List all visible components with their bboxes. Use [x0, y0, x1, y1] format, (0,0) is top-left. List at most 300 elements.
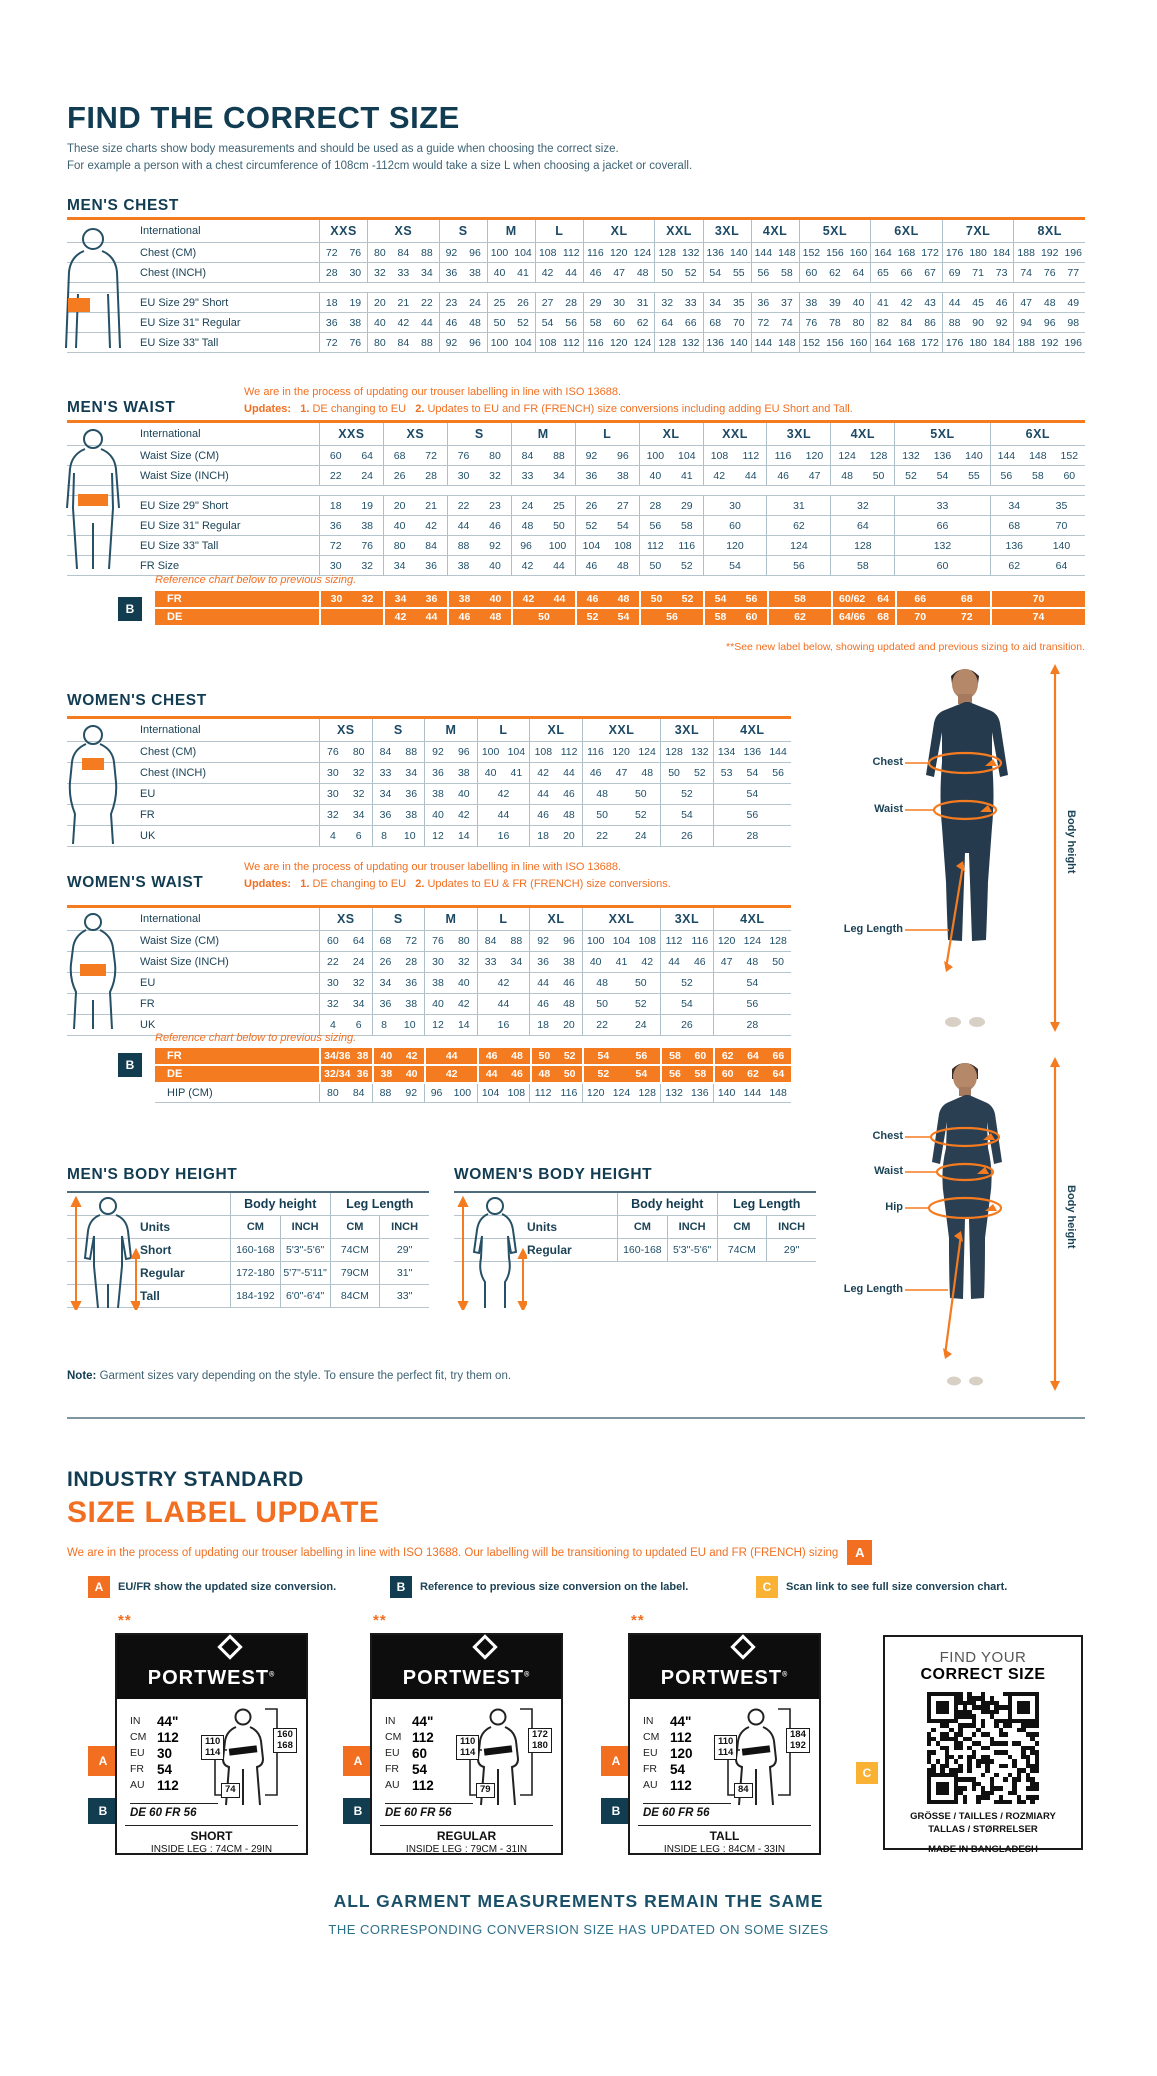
size-column-header: 6XL — [870, 220, 942, 242]
table-cell: 42 44 — [703, 466, 767, 485]
row-label: EU Size 31" Regular — [140, 316, 241, 329]
table-cell: 42 — [424, 1066, 477, 1082]
table-cell: 96 100 — [511, 536, 575, 555]
table-cell: 88 92 — [372, 1084, 425, 1102]
badge-b-marker: B — [118, 1053, 142, 1077]
table-cell: 62 64 66 — [713, 1048, 791, 1064]
size-value: 112 — [157, 1729, 179, 1745]
table-cell: 32 33 — [654, 293, 702, 312]
table-row — [67, 263, 1085, 283]
bh-unit-header: INCH — [667, 1216, 717, 1238]
table-cell: 40 41 — [487, 263, 535, 282]
table-cell: 144 148 152 — [990, 446, 1085, 465]
bh-row-label: Tall — [140, 1289, 160, 1303]
table-row — [67, 763, 791, 784]
brand-name: PORTWEST® — [660, 1667, 789, 1689]
table-cell: 38 40 — [372, 1066, 425, 1082]
table-cell: 47 48 50 — [713, 952, 791, 972]
table-cell: 60/62 64 — [831, 591, 895, 607]
row-label: UK — [140, 830, 156, 842]
table-cell: 68 70 — [703, 313, 751, 332]
table-cell: 58 60 62 — [583, 313, 655, 332]
table-cell: 52 54 — [575, 609, 639, 625]
size-key: EU — [130, 1747, 145, 1759]
bh-cell-value: 5'3"-5'6" — [667, 1239, 717, 1261]
column-header-international: International — [140, 724, 201, 736]
table-cell: 18 19 — [319, 496, 383, 515]
brand-name: PORTWEST® — [402, 1667, 531, 1689]
table-cell: 56 — [639, 609, 703, 625]
table-cell: 30 32 — [424, 952, 477, 972]
update2-text: Updates to EU and FR (FRENCH) size conversions including adding EU Short and Tall. — [427, 403, 853, 415]
table-cell: 50 — [511, 609, 575, 625]
table-cell: 60 — [703, 516, 767, 535]
size-value: 54 — [157, 1761, 173, 1777]
bh-unit-header: CM — [330, 1216, 380, 1238]
row-label: Waist Size (CM) — [140, 935, 220, 947]
legend-text: EU/FR show the updated size conversion. — [118, 1581, 337, 1593]
table-cell: 94 96 98 — [1013, 313, 1085, 332]
table-cell: 50 52 — [487, 313, 535, 332]
size-column-header: 4XL — [830, 423, 894, 445]
table-cell: 12 14 — [424, 1015, 477, 1035]
table-cell: 34 36 — [372, 784, 425, 804]
womens-waist-note-line1: We are in the process of updating our trouser labelling in line with ISO 13688. — [244, 861, 622, 873]
table-cell: 100 104 108 — [582, 931, 660, 951]
size-column-header: S — [439, 220, 487, 242]
table-row — [155, 1066, 791, 1084]
table-cell: 144 148 — [751, 243, 799, 262]
table-cell: 112 116 — [529, 1084, 582, 1102]
table-cell: 33 34 — [477, 952, 530, 972]
male-waist-outline-figure — [62, 428, 126, 570]
table-cell: 66 — [894, 516, 989, 535]
mens-body-height-heading: MEN'S BODY HEIGHT — [67, 1166, 238, 1183]
table-cell: 60 62 64 — [713, 1066, 791, 1082]
table-cell: 30 32 — [319, 763, 372, 783]
male-height-outline-figure — [70, 1196, 140, 1310]
table-cell: 46 48 — [477, 1048, 530, 1064]
table-cell: 66 68 — [895, 591, 990, 607]
row-label: EU Size 33" Tall — [140, 539, 219, 552]
table-cell: 22 23 — [447, 496, 511, 515]
table-cell: 56 — [766, 556, 830, 575]
table-cell: 72 74 — [751, 313, 799, 332]
bh-cell-value: 172-180 — [230, 1262, 280, 1284]
previous-size-line: DE 60 FR 56 — [130, 1803, 218, 1819]
legend-row — [88, 1576, 1088, 1600]
mens-waist-table — [67, 420, 1085, 576]
table-cell: 108 112 — [529, 742, 582, 762]
update1-num: 1. — [300, 403, 310, 415]
row-label: EU Size 29" Short — [140, 499, 229, 512]
table-cell: 112 116 — [660, 931, 713, 951]
size-column-header: XL — [529, 908, 582, 930]
size-column-header: XL — [529, 719, 582, 741]
stars-marker: ** — [631, 1612, 645, 1629]
table-cell: 33 — [894, 496, 989, 515]
bh-group-body-height: Body height — [617, 1193, 717, 1215]
female-height-outline-figure — [457, 1196, 527, 1310]
size-column-header: XS — [319, 908, 372, 930]
womens-chest-table — [67, 716, 791, 847]
size-column-header: XL — [639, 423, 703, 445]
male-photo-silhouette — [845, 660, 1090, 1035]
bh-unit-header: INCH — [280, 1216, 330, 1238]
row-label: EU — [140, 788, 156, 800]
table-cell: 26 27 — [575, 496, 639, 515]
table-cell: 60 62 64 — [799, 263, 871, 282]
table-cell: 108 112 — [535, 243, 583, 262]
table-row — [67, 784, 791, 805]
size-key: AU — [385, 1779, 400, 1791]
table-cell: 132 136 — [660, 1084, 713, 1102]
table-cell: 42 44 — [511, 556, 575, 575]
table-row — [67, 742, 791, 763]
update2-text: Updates to EU & FR (FRENCH) size conversions. — [427, 878, 671, 890]
table-cell: 58 — [830, 556, 894, 575]
table-header-row — [67, 423, 1085, 446]
size-column-header: 5XL — [799, 220, 871, 242]
inside-leg-text: INSIDE LEG : 84CM - 33IN — [663, 1844, 786, 1855]
bh-row-label: Regular — [140, 1266, 185, 1280]
table-cell: 32 34 — [319, 805, 372, 825]
table-cell: 36 38 — [424, 763, 477, 783]
table-cell: 104 108 — [477, 1084, 530, 1102]
table-row — [67, 333, 1085, 353]
table-cell: 54 — [660, 805, 713, 825]
badge-b-marker: B — [601, 1798, 631, 1824]
table-cell: 54 — [703, 556, 767, 575]
table-cell: 22 24 — [582, 826, 660, 846]
badge-a-marker: A — [88, 1746, 118, 1776]
table-cell: 44 — [424, 1048, 477, 1064]
table-cell: 40 41 — [639, 466, 703, 485]
fit-name: SHORT — [190, 1829, 233, 1843]
size-key: AU — [643, 1779, 658, 1791]
table-cell: 120 124 128 — [713, 931, 791, 951]
table-cell: 60 64 — [319, 446, 383, 465]
bh-units-label: Units — [140, 1220, 170, 1234]
table-cell: 48 50 — [511, 516, 575, 535]
size-key: FR — [130, 1763, 144, 1775]
table-row — [67, 466, 1085, 486]
table-cell: 128 132 — [660, 742, 713, 762]
table-cell: 140 144 148 — [713, 1084, 791, 1102]
table-cell: 176 180 184 — [942, 243, 1014, 262]
size-column-header: XXL — [582, 719, 660, 741]
table-cell: 128 — [830, 536, 894, 555]
table-cell: 32/34 36 — [319, 1066, 372, 1082]
table-cell: 38 39 40 — [799, 293, 871, 312]
size-column-header: XL — [583, 220, 655, 242]
inside-leg-text: INSIDE LEG : 79CM - 31IN — [405, 1844, 528, 1855]
size-key: IN — [643, 1715, 654, 1727]
previous-size-line: DE 60 FR 56 — [385, 1803, 473, 1819]
table-cell: 62 — [767, 609, 831, 625]
table-cell: 46 48 — [575, 556, 639, 575]
table-cell: 52 54 55 — [894, 466, 989, 485]
table-cell: 38 40 — [447, 591, 511, 607]
table-cell: 22 24 — [582, 1015, 660, 1035]
size-key: AU — [130, 1779, 145, 1791]
qr-code — [927, 1692, 1039, 1804]
table-row — [67, 243, 1085, 263]
size-column-header: XXL — [582, 908, 660, 930]
table-row — [67, 313, 1085, 333]
table-cell: 42 44 — [529, 763, 582, 783]
table-cell: 18 20 — [529, 826, 582, 846]
size-key: EU — [385, 1747, 400, 1759]
female-measurement-figure-block — [845, 1055, 1090, 1393]
table-cell: 44 46 — [660, 952, 713, 972]
qr-languages — [885, 1810, 1081, 1836]
table-cell: 54 56 — [582, 1048, 660, 1064]
legend-item-b — [390, 1576, 688, 1598]
size-column-header: 3XL — [766, 423, 830, 445]
label-size-row — [643, 1777, 693, 1793]
size-key: CM — [385, 1731, 402, 1743]
size-value: 54 — [412, 1761, 428, 1777]
size-value: 112 — [157, 1777, 179, 1793]
previous-size-line: DE 60 FR 56 — [643, 1803, 731, 1819]
table-cell: 92 96 — [424, 742, 477, 762]
size-column-header: 3XL — [660, 908, 713, 930]
size-value: 44" — [412, 1713, 434, 1729]
badge-a-marker: A — [601, 1746, 631, 1776]
table-cell: 44 46 — [447, 516, 511, 535]
table-cell: 31 — [766, 496, 830, 515]
womens-chest-heading: WOMEN'S CHEST — [67, 692, 207, 709]
size-column-header: XS — [383, 423, 447, 445]
table-cell: 50 52 — [660, 763, 713, 783]
table-cell: 54 — [713, 973, 791, 993]
table-cell: 34/36 38 — [319, 1048, 372, 1064]
table-cell: 32 33 34 — [367, 263, 439, 282]
table-cell: 42 44 — [535, 263, 583, 282]
brand-name: PORTWEST® — [147, 1667, 276, 1689]
table-cell: 74 76 77 — [1013, 263, 1085, 282]
table-cell: 34 36 — [383, 556, 447, 575]
size-column-header: 4XL — [751, 220, 799, 242]
label-size-row — [385, 1713, 434, 1729]
table-cell: 56 58 — [639, 516, 703, 535]
table-cell: 44 46 — [529, 973, 582, 993]
qr-lang-line1: GRÖSSE / TAILLES / ROZMIARY — [910, 1811, 1056, 1822]
update1-text: DE changing to EU — [312, 403, 407, 415]
bh-unit-header: CM — [617, 1216, 667, 1238]
column-header-international: International — [140, 428, 201, 440]
table-row — [67, 805, 791, 826]
table-cell: 62 64 — [990, 556, 1085, 575]
label-size-rows — [130, 1713, 179, 1793]
industry-standard-heading: INDUSTRY STANDARD — [67, 1468, 304, 1491]
table-cell: 65 66 67 — [870, 263, 942, 282]
inside-leg-text: INSIDE LEG : 74CM - 29IN — [150, 1844, 273, 1855]
row-label: Waist Size (CM) — [140, 449, 220, 462]
size-column-header: XS — [319, 719, 372, 741]
table-cell: 26 28 — [372, 952, 425, 972]
waist-size-box: 110 114 — [714, 1735, 737, 1760]
table-cell: 36 38 — [575, 466, 639, 485]
table-cell: 84 88 — [372, 742, 425, 762]
table-cell: 50 52 — [639, 591, 703, 607]
row-label: DE — [167, 611, 183, 623]
row-label: FR — [140, 998, 155, 1010]
legend-badge-a: A — [88, 1576, 110, 1598]
legend-badge-c: C — [756, 1576, 778, 1598]
size-key: FR — [643, 1763, 657, 1775]
table-cell: 124 — [766, 536, 830, 555]
row-label: UK — [140, 1019, 156, 1031]
chest-measure-band — [82, 758, 104, 770]
table-cell: 120 — [703, 536, 767, 555]
table-cell: 136 140 — [990, 536, 1085, 555]
table-row — [155, 1048, 791, 1066]
table-row — [67, 516, 1085, 536]
bh-cell-value: 33" — [379, 1285, 429, 1307]
male-chest-outline-figure — [62, 226, 126, 348]
size-column-header: 3XL — [703, 220, 751, 242]
table-cell: 74 — [990, 609, 1085, 625]
updates-label: Updates: — [244, 878, 292, 890]
table-row — [67, 952, 791, 973]
male-measurement-figure-block — [845, 660, 1090, 1035]
size-column-header: L — [477, 719, 530, 741]
table-cell: 120 124 128 — [582, 1084, 660, 1102]
table-cell: 54 55 — [703, 263, 751, 282]
table-cell: 26 28 — [383, 466, 447, 485]
size-column-header: S — [372, 908, 425, 930]
table-cell: 44 46 — [529, 784, 582, 804]
table-cell: 92 96 — [439, 333, 487, 352]
portwest-diamond-icon — [730, 1634, 755, 1659]
table-cell: 76 80 — [319, 742, 372, 762]
table-cell: 92 96 — [575, 446, 639, 465]
portwest-size-label — [115, 1633, 308, 1855]
table-cell: 52 54 — [575, 516, 639, 535]
chest-measure-band — [68, 298, 90, 312]
note-label: Note: — [67, 1370, 97, 1382]
table-cell: 28 — [713, 826, 791, 846]
table-cell: 48 50 — [582, 973, 660, 993]
table-cell: 40 42 — [424, 994, 477, 1014]
label-size-rows — [385, 1713, 434, 1793]
table-cell: 56 58 — [660, 1066, 713, 1082]
mens-waist-note-updates — [244, 400, 1104, 418]
intro-text — [67, 141, 967, 175]
table-cell: 54 56 — [535, 313, 583, 332]
table-cell: 42 — [477, 784, 530, 804]
womens-waist-table — [67, 905, 791, 1036]
label-size-row — [643, 1729, 693, 1745]
table-cell: 33 34 — [372, 763, 425, 783]
table-cell: 64/66 68 — [831, 609, 895, 625]
waist-label: Waist — [874, 1165, 903, 1177]
row-label: FR — [167, 1050, 182, 1062]
row-label: FR — [140, 809, 155, 821]
row-label: FR Size — [140, 559, 180, 572]
table-cell: 28 30 — [319, 263, 367, 282]
qr-title-line2: CORRECT SIZE — [920, 1666, 1046, 1683]
table-cell: 112 116 — [639, 536, 703, 555]
table-cell: 46 47 48 — [582, 763, 660, 783]
table-cell: 30 — [703, 496, 767, 515]
label-size-row — [385, 1729, 434, 1745]
size-column-header: XS — [367, 220, 439, 242]
bh-cell-value: 84CM — [330, 1285, 380, 1307]
leg-size-box: 74 — [221, 1783, 240, 1798]
size-column-header: L — [535, 220, 583, 242]
size-column-header: 8XL — [1013, 220, 1085, 242]
legend-item-c — [756, 1576, 1007, 1598]
leg-length-label: Leg Length — [843, 923, 903, 935]
intro-line-2: For example a person with a chest circumference of 108cm -112cm would take a size L when choosing a jacket or coverall. — [67, 160, 693, 172]
footer-line1: ALL GARMENT MEASUREMENTS REMAIN THE SAME — [333, 1891, 824, 1911]
female-photo-silhouette — [845, 1055, 1090, 1393]
bh-unit-header: INCH — [379, 1216, 429, 1238]
size-column-header: M — [424, 908, 477, 930]
size-value: 120 — [670, 1745, 693, 1761]
row-label: EU — [140, 977, 156, 989]
table-cell: 88 90 92 — [942, 313, 1014, 332]
size-value: 44" — [157, 1713, 179, 1729]
table-cell: 25 26 — [487, 293, 535, 312]
table-cell: 76 80 — [447, 446, 511, 465]
size-value: 60 — [412, 1745, 428, 1761]
label-bottom — [380, 1825, 553, 1855]
bh-cell-value: 31" — [379, 1262, 429, 1284]
table-cell: 26 — [660, 826, 713, 846]
table-cell: 18 20 — [529, 1015, 582, 1035]
table-cell: 48 50 — [830, 466, 894, 485]
table-cell: 22 24 — [319, 952, 372, 972]
table-cell: 92 96 — [439, 243, 487, 262]
leg-length-label: Leg Length — [843, 1283, 903, 1295]
note-body: Garment sizes vary depending on the style. To ensure the perfect fit, try them on. — [99, 1370, 512, 1382]
row-label: EU Size 29" Short — [140, 296, 229, 309]
table-cell: 42 — [477, 973, 530, 993]
size-column-header: L — [477, 908, 530, 930]
table-cell: 52 54 — [582, 1066, 660, 1082]
size-column-header: XXS — [319, 220, 367, 242]
table-gap-row — [67, 283, 1085, 293]
womens-waist-heading: WOMEN'S WAIST — [67, 874, 204, 891]
size-value: 30 — [157, 1745, 173, 1761]
table-cell: 82 84 86 — [870, 313, 942, 332]
table-cell: 38 40 — [424, 784, 477, 804]
table-cell: 36 38 — [319, 313, 367, 332]
table-cell: 32 — [830, 496, 894, 515]
size-column-header: S — [372, 719, 425, 741]
label-card-wrap-short — [88, 1612, 348, 1862]
waist-measure-band — [78, 494, 108, 506]
womens-waist-note-updates — [244, 875, 864, 893]
update2-num: 2. — [415, 878, 425, 890]
table-cell: 124 128 — [830, 446, 894, 465]
table-cell: 20 21 22 — [367, 293, 439, 312]
table-cell: 48 50 — [530, 1066, 583, 1082]
section-divider — [67, 1417, 1085, 1419]
bh-cell-value: 74CM — [330, 1239, 380, 1261]
table-cell: 92 96 — [529, 931, 582, 951]
qr-card-wrap — [845, 1612, 1090, 1862]
body-height-label: Body height — [1065, 810, 1077, 874]
portwest-size-label — [370, 1633, 563, 1855]
label-bottom — [125, 1825, 298, 1855]
womens-waist-previous-sizing-rows — [155, 1048, 791, 1103]
table-cell: 48 50 — [582, 784, 660, 804]
